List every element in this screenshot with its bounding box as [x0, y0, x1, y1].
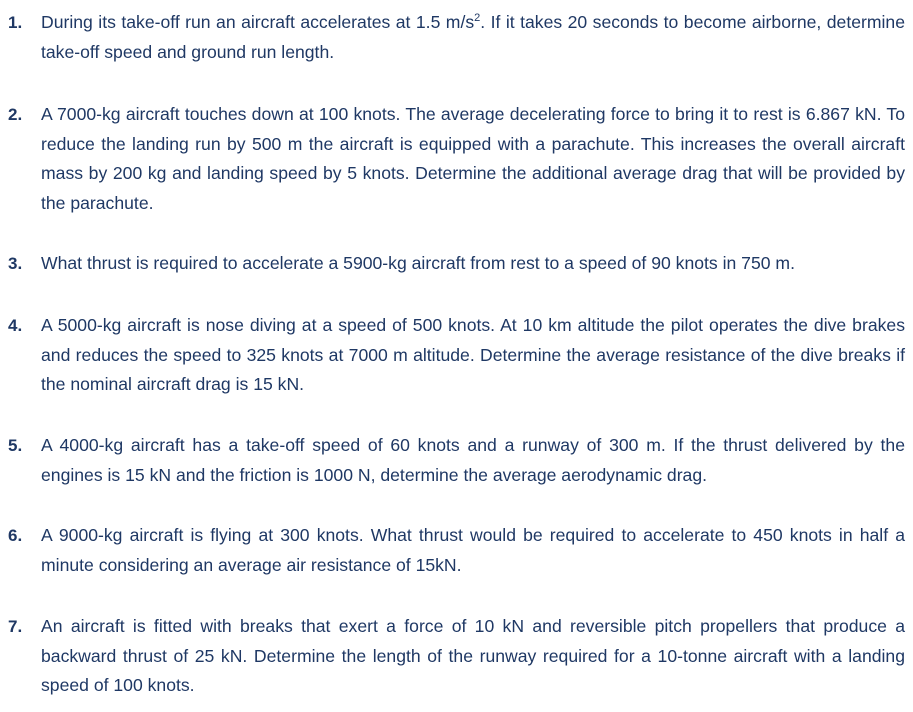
- problem-text: [41, 8, 905, 67]
- problem-text: A 7000-kg aircraft touches down at 100 knots. The average decelerating force to bring it to rest is 6.867 kN. To reduce the landing run by 500 m the aircraft is equipped with a parachute. This increases the overall aircraft mass by 200 kg and landing speed by 5 knots. Determine the additional average drag that will be provided by the parachute.: [41, 104, 905, 213]
- problem-text: A 4000-kg aircraft has a take-off speed of 60 knots and a runway of 300 m. If the thrust delivered by the engines is 15 kN and the friction is 1000 N, determine the average aerodynamic drag.: [41, 435, 905, 485]
- problem-text: What thrust is required to accelerate a 5900-kg aircraft from rest to a speed of 90 knots in 750 m.: [41, 253, 795, 273]
- problem-text: An aircraft is fitted with breaks that exert a force of 10 kN and reversible pitch propellers that produce a backward thrust of 25 kN. Determine the length of the runway required for a 10-tonne aircraft with a landing speed of 100 knots.: [41, 616, 905, 695]
- problem-number: 4.: [8, 316, 23, 335]
- problem-text-part: . If it takes 20 seconds to become airborne, determine take-off speed and ground run length.: [41, 12, 905, 62]
- problem-text: A 5000-kg aircraft is nose diving at a speed of 500 knots. At 10 km altitude the pilot operates the dive brakes and reduces the speed to 325 knots at 7000 m altitude. Determine the average resistance of the dive breaks if the nominal aircraft drag is 15 kN.: [41, 315, 905, 394]
- problem-number: 7.: [8, 617, 23, 636]
- problem-number: 2.: [8, 105, 23, 124]
- problem-number: 5.: [8, 436, 23, 455]
- problem-number: 1.: [8, 13, 23, 32]
- problem-text: A 9000-kg aircraft is flying at 300 knots. What thrust would be required to accelerate to 450 knots in half a minute considering an average air resistance of 15kN.: [41, 525, 905, 575]
- problem-number: 3.: [8, 254, 23, 273]
- problem-number: 6.: [8, 526, 23, 545]
- problem-text-part: During its take-off run an aircraft accelerates at 1.5 m/s: [41, 12, 475, 32]
- superscript: 2: [474, 12, 481, 25]
